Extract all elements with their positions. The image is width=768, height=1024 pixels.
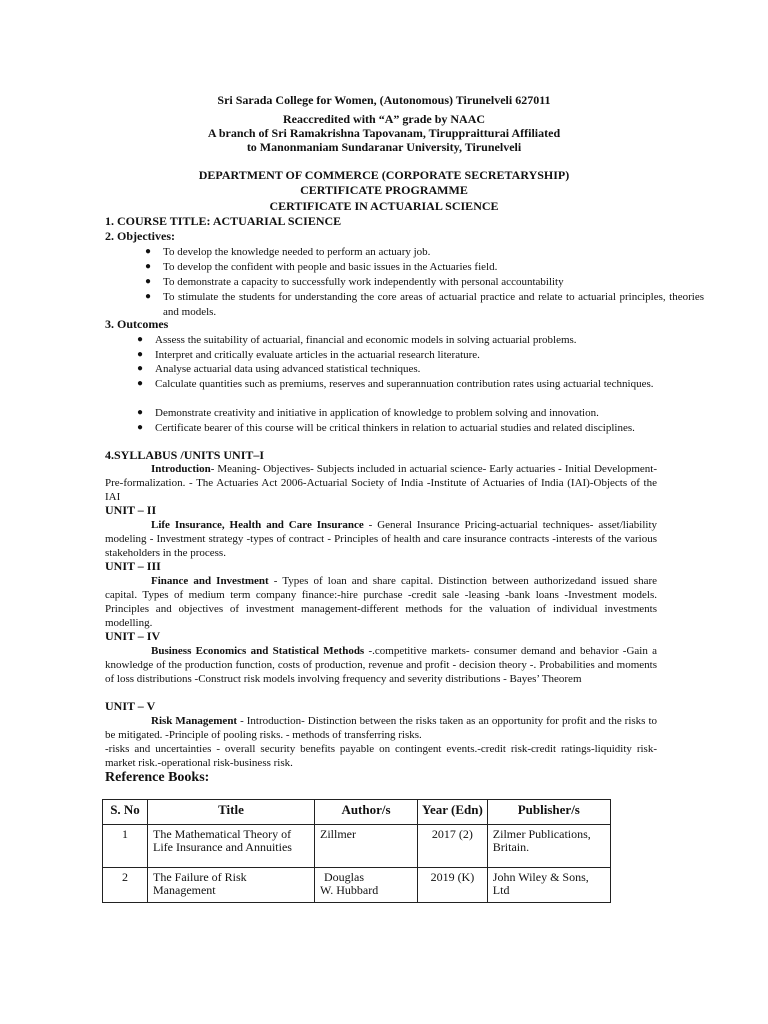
bullet-icon: ● [137,407,144,418]
cell-sno: 1 [103,825,148,868]
bullet-icon: ● [145,291,152,302]
objective-item: ● To stimulate the students for understanding the core areas of actuarial practice and relate to actuarial principles, theories and models. [145,291,704,318]
reference-table [102,799,611,903]
unit-2-heading: UNIT – II [105,503,157,517]
affiliation-line-1: A branch of Sri Ramakrishna Tapovanam, Tiruppraitturai Affiliated [207,126,561,140]
bullet-icon: ● [137,349,144,360]
bullet-icon: ● [137,334,144,345]
unit-3-heading: UNIT – III [105,559,161,573]
unit-5-heading: UNIT – V [105,699,156,713]
programme: CERTIFICATE PROGRAMME [300,183,468,197]
unit-2-content: Life Insurance, Health and Care Insurance - General Insurance Pricing-actuarial techniques- asset/liability modeling - Investment strategy -types of contract - Principles of health and care insurance contracts -interests of the various stakeholders in the process. [105,519,657,559]
syllabus-heading: 4.SYLLABUS /UNITS UNIT–I [105,448,265,462]
bullet-icon: ● [137,363,144,374]
outcome-item: ● Calculate quantities such as premiums, reserves and superannuation contribution rates using actuarial techniques. [137,378,654,390]
cell-title: The Mathematical Theory of Life Insurance and Annuities [148,825,315,868]
bullet-icon: ● [145,246,152,257]
outcome-item: ● Demonstrate creativity and initiative in application of knowledge to problem solving and innovation. [137,407,599,419]
objective-item: ● To develop the knowledge needed to perform an actuary job. [145,246,431,258]
column-header: Author/s [315,800,418,825]
department: DEPARTMENT OF COMMERCE (CORPORATE SECRETARYSHIP) [198,168,570,182]
cell-title: The Failure of Risk Management [148,868,315,903]
certificate-title: CERTIFICATE IN ACTUARIAL SCIENCE [269,199,499,213]
unit-1-content: Introduction- Meaning- Objectives- Subjects included in actuarial science- Early actuaries - Initial Development- Pre-formalization. - The Actuaries Act 2006-Actuarial Society of India -Institute of Actuaries of India (IAI)-Objects of the IAI [105,463,657,503]
college-name: Sri Sarada College for Women, (Autonomous) Tirunelveli 627011 [217,93,551,107]
cell-publisher: John Wiley & Sons, Ltd [487,868,610,903]
outcomes-heading: 3. Outcomes [105,317,169,331]
outcome-item: ● Assess the suitability of actuarial, financial and economic models in solving actuarial problems. [137,334,577,346]
cell-author: Zillmer [315,825,418,868]
unit-5-content: Risk Management - Introduction- Distinction between the risks taken as an opportunity for profit and the risks to be mitigated. -Principle of pooling risks. - methods of transferring risks. [105,715,658,741]
unit-4-heading: UNIT – IV [105,629,161,643]
cell-year: 2017 (2) [418,825,488,868]
outcome-item: ● Interpret and critically evaluate articles in the actuarial research literature. [137,349,480,361]
bullet-icon: ● [137,422,144,433]
column-header: Publisher/s [487,800,610,825]
objectives-heading: 2. Objectives: [105,229,175,243]
unit-3-content: Finance and Investment - Types of loan and share capital. Distinction between authorizedand issued share capital. Types of medium term company finance:-hire purchase -credit sale -leasing -bank loans -Investment models. Principles and objectives of investment management-different methods for the valuation of individual investments modelling. [105,575,658,629]
bullet-icon: ● [145,261,152,272]
cell-author: Douglas W. Hubbard [315,868,418,903]
table-row [103,868,611,903]
outcome-item: ● Analyse actuarial data using advanced statistical techniques. [137,363,421,375]
reference-books-heading: Reference Books: [105,770,210,785]
cell-year: 2019 (K) [418,868,488,903]
table-row [103,825,611,868]
objective-item: ● To demonstrate a capacity to successfully work independently with personal accountability [145,276,564,288]
cell-sno: 2 [103,868,148,903]
objective-item: ● To develop the confident with people and basic issues in the Actuaries field. [145,261,498,273]
outcome-item: ● Certificate bearer of this course will be critical thinkers in relation to actuarial studies and related disciplines. [137,422,635,434]
column-header: Title [148,800,315,825]
unit-5-content-continued: -risks and uncertainties - overall security benefits payable on contingent events.-credit risk-credit ratings-liquidity risk-market risk.-operational risk-business risk. [105,743,657,769]
bullet-icon: ● [137,378,144,389]
cell-publisher: Zilmer Publications, Britain. [487,825,610,868]
column-header: S. No [103,800,148,825]
bullet-icon: ● [145,276,152,287]
accreditation: Reaccredited with “A” grade by NAAC [282,112,486,126]
table-header-row [103,800,611,825]
course-title: 1. COURSE TITLE: ACTUARIAL SCIENCE [105,214,342,228]
affiliation-line-2: to Manonmaniam Sundaranar University, Tirunelveli [246,140,522,154]
column-header: Year (Edn) [418,800,488,825]
unit-4-content: Business Economics and Statistical Methods -.competitive markets- consumer demand and behavior -Gain a knowledge of the production function, costs of production, revenue and profit - decision theory -. Probabilities and moments of loss distributions -Construct risk models involving frequency and severity distributions - Bayes’ Theorem [105,645,657,685]
